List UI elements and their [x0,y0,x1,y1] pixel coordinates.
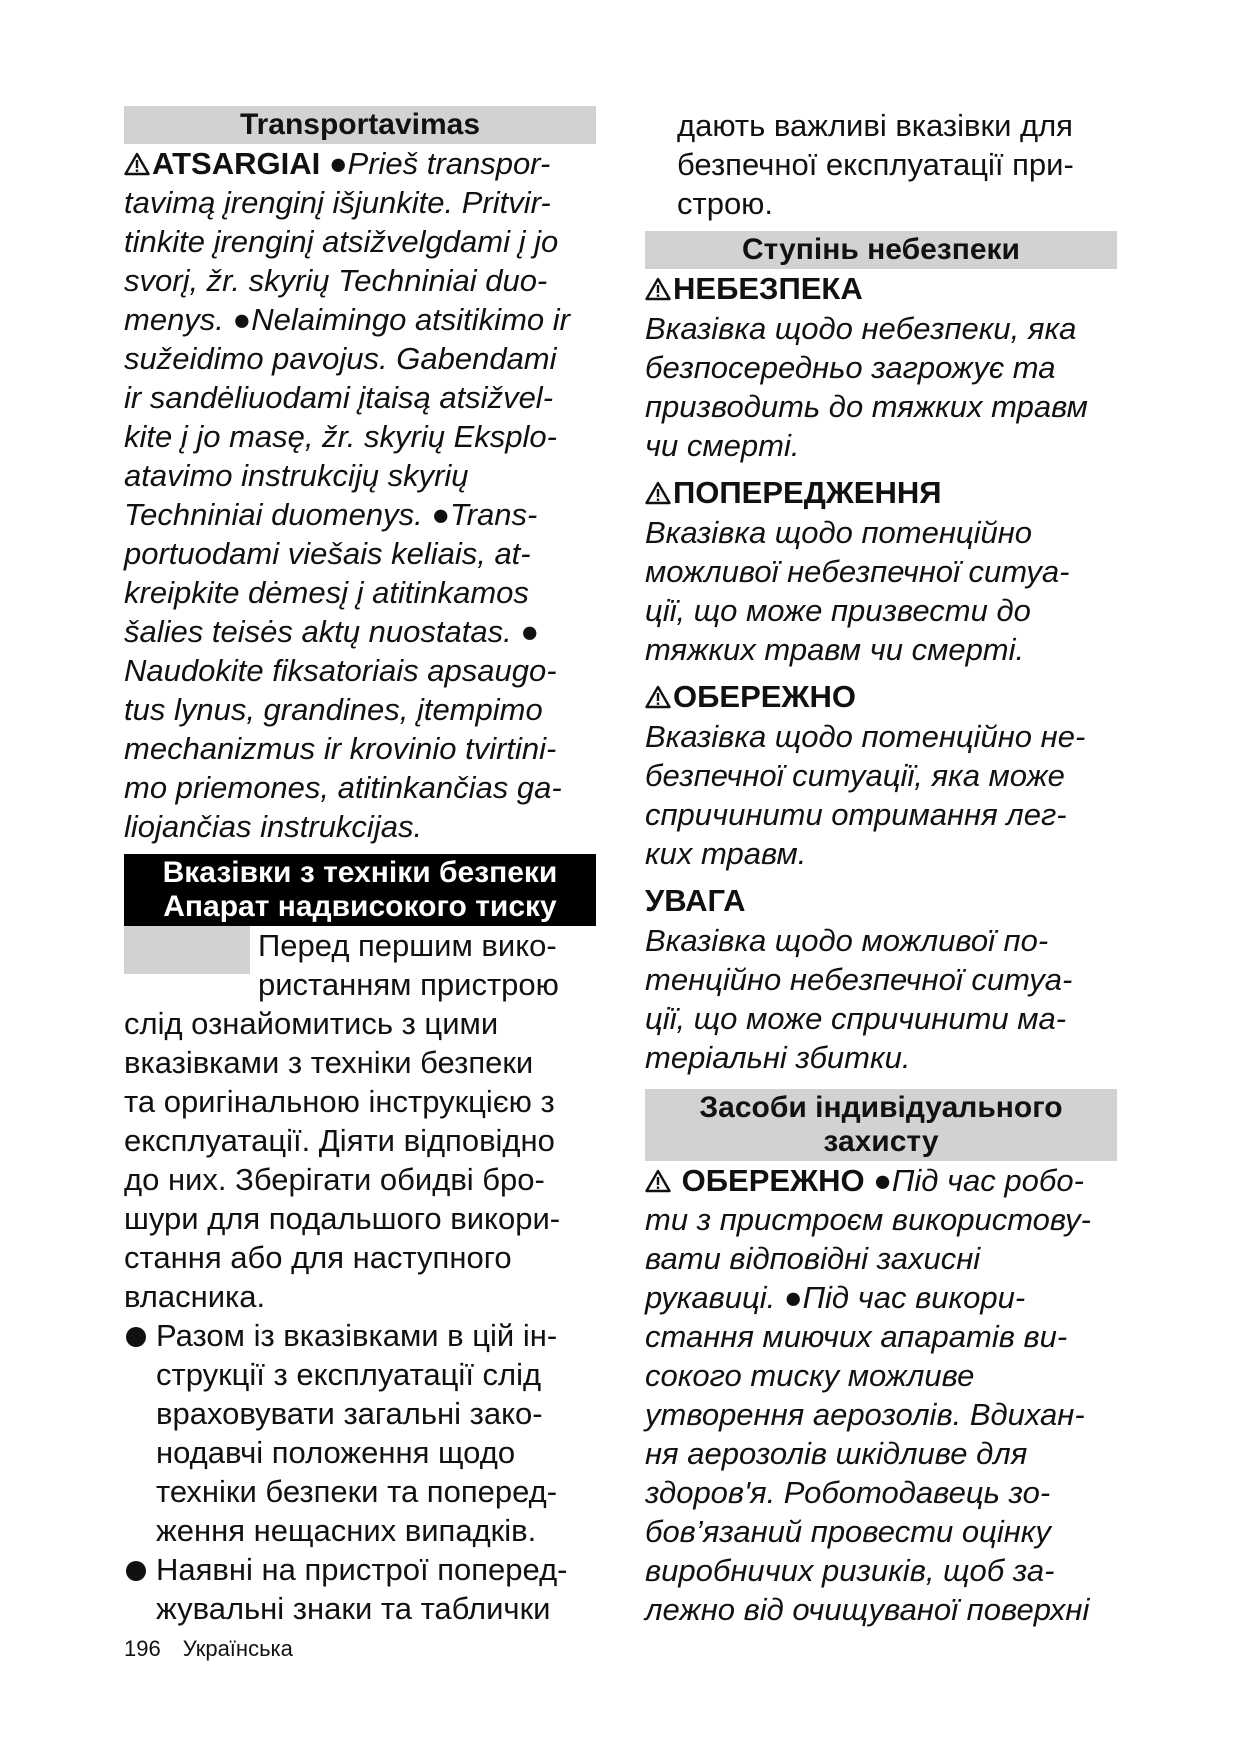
ppe-text-line: ня аерозолів шкідливе для [645,1436,1028,1471]
ppe-text-line: бов’язаний провести оцінку [645,1514,1051,1549]
caution-text-line: Вказівка щодо потенційно не- [645,719,1086,754]
danger-text-line: чи смерті. [645,428,800,463]
caution-label: ОБЕРЕЖНО [673,679,856,714]
bullet-line: Наявні на пристрої поперед- [156,1552,568,1587]
warning-triangle-icon [645,685,671,709]
warning-label: ПОПЕРЕДЖЕННЯ [673,475,942,510]
caution-text-line: безпечної ситуації, яка може [645,758,1065,793]
transport-text-line: ir sandėliuodami įtaisą atsižvel- [124,380,554,415]
page-footer [124,1636,315,1662]
transport-text-line: šalies teisės aktų nuostatas. ● [124,614,540,649]
transport-text-line: Techniniai duomenys. ●Trans- [124,497,538,532]
ppe-text-line: стання миючих апаратів ви- [645,1319,1068,1354]
bullet-line: струкції з експлуатації слід [156,1357,542,1392]
danger-heading [645,269,1117,309]
bullet-line: жувальні знаки та таблички [156,1591,551,1626]
gray-placeholder-box [124,926,250,974]
ppe-heading-line2: захисту [823,1125,939,1158]
intro-line: та оригінальною інструкцією з [124,1084,555,1119]
ppe-caution-line [645,1161,1117,1200]
safety-heading-line1: Вказівки з техніки безпеки [162,856,558,889]
bullet-line: техніки безпеки та поперед- [156,1474,558,1509]
transport-text-line: sužeidimo pavojus. Gabendami [124,341,557,376]
continuation-line: безпечної експлуатації при- [677,147,1074,182]
left-column [124,106,596,1628]
caution-text-line: спричинити отримання лег- [645,797,1067,832]
safety-heading-line2: Апарат надвисокого тиску [163,890,557,923]
warning-text-line: тяжких травм чи смерті. [645,632,1025,667]
intro-line: власника. [124,1279,266,1314]
transport-text-line: atavimo instrukcijų skyrių [124,458,469,493]
ppe-text-line: утворення аерозолів. Вдихан- [645,1397,1085,1432]
warning-text-line: можливої небезпечної ситуа- [645,554,1070,589]
danger-text-line: безпосередньо загрожує та [645,350,1056,385]
bullet-icon [126,1561,146,1581]
warning-text-line: ції, що може призвести до [645,593,1031,628]
notice-text-line: Вказівка щодо можливої по- [645,923,1049,958]
transport-text-line: mo priemones, atitinkančias ga- [124,770,562,805]
ppe-caution-label: ОБЕРЕЖНО [681,1163,865,1198]
transport-warning-label: ATSARGIAI [152,146,321,181]
bullet-continuation [645,106,1117,223]
caution-text-line: ких травм. [645,836,807,871]
ppe-text-line: ти з пристроєм використову- [645,1202,1091,1237]
transport-text-line: kreipkite dėmesį į atitinkamos [124,575,529,610]
transport-text-line: svorį, žr. skyrių Techniniai duo- [124,263,548,298]
ppe-heading-line1: Засоби індивідуального [699,1091,1063,1124]
ppe-heading [645,1089,1117,1161]
ppe-text-line: вати відповідні захисні [645,1241,981,1276]
bullet-line: Разом із вказівками в цій ін- [156,1318,558,1353]
ppe-text-line: здоров'я. Роботодавець зо- [645,1475,1051,1510]
transport-heading: Transportavimas [124,106,596,144]
transport-warning-line [124,144,596,183]
intro-line: слід ознайомитись з цими [124,1006,499,1041]
bullet-line: враховувати загальні зако- [156,1396,543,1431]
transport-text-line: ●Prieš transpor- [320,146,551,181]
page-number: 196 [124,1636,161,1661]
warning-triangle-icon [645,277,671,301]
warning-triangle-icon [124,152,150,176]
transport-text-line: tavimą įrenginį išjunkite. Pritvir- [124,185,551,220]
intro-line: шури для подальшого викори- [124,1201,561,1236]
transport-text-line: mechanizmus ir krovinio tvirtini- [124,731,557,766]
bullet-line: нодавчі положення щодо [156,1435,516,1470]
footer-language: Українська [182,1636,293,1661]
warning-triangle-icon [645,1169,671,1193]
notice-text-line: ції, що може спричинити ма- [645,1001,1067,1036]
danger-label: НЕБЕЗПЕКА [673,271,863,306]
transport-text-line: menys. ●Nelaimingo atsitikimo ir [124,302,570,337]
warning-heading [645,473,1117,513]
ppe-text-line: лежно від очищуваної поверхні [645,1592,1090,1627]
ppe-text-line: рукавиці. ●Під час викори- [645,1280,1026,1315]
transport-text-line: kite į jo masę, žr. skyrių Eksplo- [124,419,557,454]
right-column [645,106,1117,1629]
caution-heading [645,677,1117,717]
continuation-line: дають важливі вказівки для [677,108,1073,143]
transport-text-line: Naudokite fiksatoriais apsaugo- [124,653,557,688]
intro-line: стання або для наступного [124,1240,512,1275]
bullet-line: ження нещасних випадків. [156,1513,537,1548]
notice-heading: УВАГА [645,883,746,918]
continuation-line: строю. [677,186,774,221]
transport-text-line: tus lynus, grandines, įtempimo [124,692,543,727]
danger-text-line: Вказівка щодо небезпеки, яка [645,311,1077,346]
transport-text-line: tinkite įrenginį atsižvelgdami į jo [124,224,559,259]
safety-intro [124,926,596,1316]
intro-line: до них. Зберігати обидві бро- [124,1162,545,1197]
bullet-item [124,1316,596,1550]
notice-text-line: теріальні збитки. [645,1040,911,1075]
intro-line: ристанням пристрою [258,967,559,1002]
ppe-text-line: сокого тиску можливе [645,1358,975,1393]
notice-text-line: тенційно небезпечної ситуа- [645,962,1073,997]
warning-text-line: Вказівка щодо потенційно [645,515,1033,550]
ppe-text-line: ●Під час робо- [864,1163,1084,1198]
intro-line: експлуатації. Діяти відповідно [124,1123,555,1158]
safety-heading [124,854,596,926]
danger-text-line: призводить до тяжких травм [645,389,1088,424]
warning-triangle-icon [645,481,671,505]
intro-line: Перед першим вико- [258,928,557,963]
hazard-levels-heading: Ступінь небезпеки [645,231,1117,269]
bullet-item [124,1550,596,1628]
transport-text-line: liojančias instrukcijas. [124,809,423,844]
transport-text-line: portuodami viešais keliais, at- [124,536,531,571]
bullet-icon [126,1327,146,1347]
intro-line: вказівками з техніки безпеки [124,1045,534,1080]
ppe-text-line: виробничих ризиків, щоб за- [645,1553,1055,1588]
